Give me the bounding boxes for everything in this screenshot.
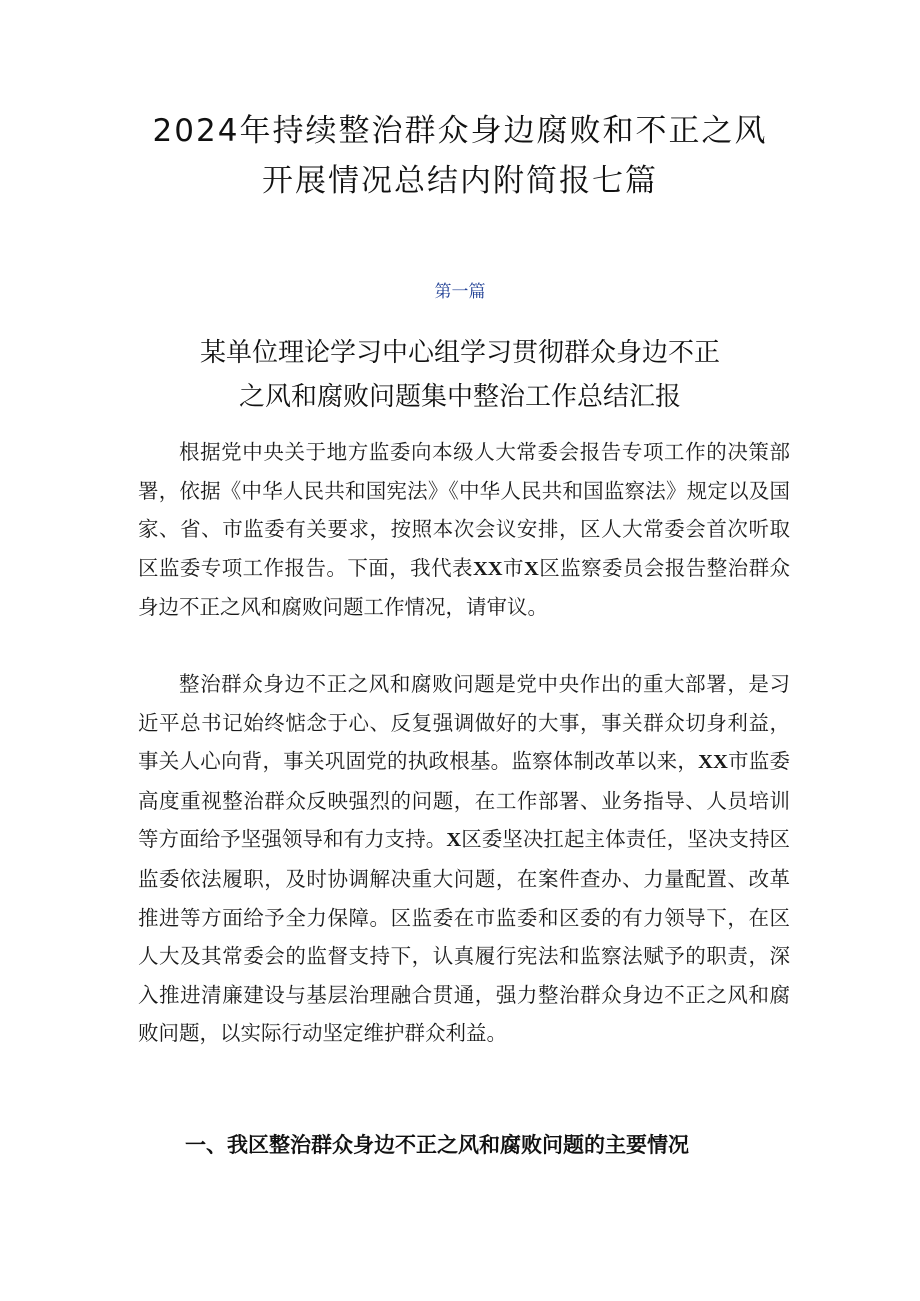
section-heading-1-seg-2: 区整治群众身 — [248, 1133, 374, 1157]
paragraph-1-district-placeholder: X — [523, 557, 539, 580]
section-heading-1 — [185, 1133, 689, 1158]
main-title-line-2: 开展情况总结内附简报七篇 — [262, 163, 658, 199]
section-heading-1-seg-4: 腐败问题的主要情况 — [500, 1133, 689, 1157]
paragraph-2-text-b: 市监委高度重视整治群众反映强烈的问题，在工作部署、业务指导、人员培训等方面给予坚强领导和有力支持。 — [138, 749, 791, 852]
section-label: 第一篇 — [434, 282, 486, 302]
paragraph-2-district-placeholder: X — [446, 829, 462, 852]
paragraph-1-text-c: 区监察委员会报告整治群众身边不正之风和腐败问题工作情况，请审议。 — [138, 555, 791, 620]
paragraph-2-city-placeholder: XX — [698, 751, 728, 774]
paragraph-2 — [138, 665, 790, 1053]
section-heading-1-seg-1: 一、我 — [185, 1133, 248, 1157]
subtitle-line-2: 之风和腐败问题集中整治工作总结汇报 — [238, 382, 681, 412]
subtitle-line-1: 某单位理论学习中心组学习贯彻群众身边不正 — [199, 338, 720, 368]
paragraph-1-city-placeholder: XX — [472, 557, 503, 580]
section-heading-1-seg-3: 边不正之风和 — [374, 1133, 500, 1157]
paragraph-1 — [138, 433, 790, 627]
main-title-line-1: 2024年持续整治群众身边腐败和不正之风 — [152, 113, 768, 149]
paragraph-1-text-b: 市 — [502, 555, 524, 580]
paragraph-1-text-a: 根据党中央关于地方监委向本级人大常委会报告专项工作的决策部署，依据《中华人民共和国宪法》《中华人民共和国监察法》规定以及国家、省、市监委有关要求，按照本次会议安排，区人大常委会首次听取区监委专项工作报告。下面，我代表 — [138, 440, 790, 580]
paragraph-2-text-c: 区委坚决扛起主体责任，坚决支持区监委依法履职，及时协调解决重大问题，在案件查办、力量配置、改革推进等方面给予全力保障。区监委在市监委和区委的有力领导下，在区人大及其常委会的监督支持下，认真履行宪法和监察法赋予的职责，深入推进清廉建设与基层治理融合贯通，强力整治群众身边不正之风和腐败问题，以实际行动坚定维护群众利益。 — [138, 827, 791, 1046]
paragraph-2-text-a: 整治群众身边不正之风和腐败问题是党中央作出的重大部署，是习近平总书记始终惦念于心、反复强调做好的大事，事关群众切身利益，事关人心向背，事关巩固党的执政根基。监察体制改革以来， — [138, 672, 790, 774]
